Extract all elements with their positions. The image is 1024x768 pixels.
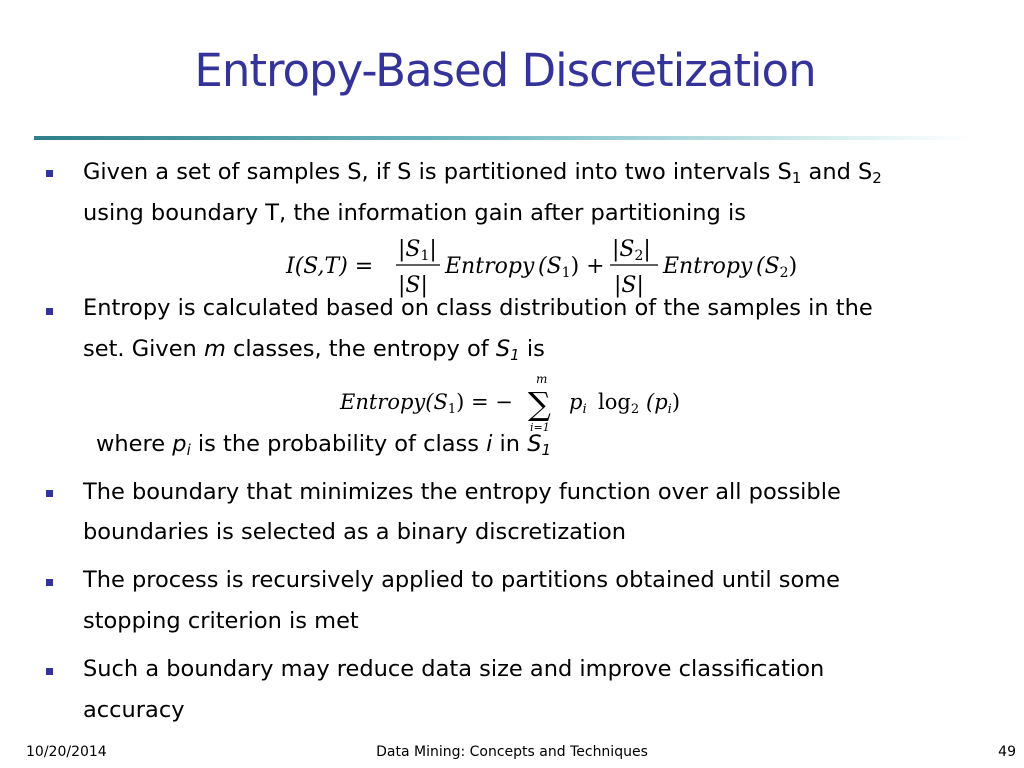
eq2-sum-lower: i=1 xyxy=(530,421,550,434)
bullet-1-line-2: using boundary T, the information gain after partitioning is xyxy=(83,200,746,226)
eq1-entropy-2: Entropy xyxy=(663,254,753,279)
bullet-marker-3 xyxy=(46,490,53,497)
where-text-a: where xyxy=(96,431,173,457)
where-i: i xyxy=(486,431,493,457)
where-s1: $S_1$ xyxy=(527,431,552,459)
bullet-1-line-1 xyxy=(83,152,882,193)
eq2-sigma: ∑ xyxy=(528,385,551,423)
eq2-sum-upper: m xyxy=(536,372,548,386)
bullet-marker-4 xyxy=(46,579,53,586)
eq1-arg2: (S2) xyxy=(756,254,798,281)
slide-title: Entropy-Based Discretization xyxy=(194,44,816,97)
bullet-1-text-b: and S xyxy=(801,159,873,185)
bullet-2-text-a: set. Given xyxy=(83,336,204,362)
bullet-3-line-2: boundaries is selected as a binary discretization xyxy=(83,519,627,545)
bullet-1-text-a: Given a set of samples S, if S is partitioned into two intervals S xyxy=(83,159,792,185)
bullet-2-text-b: classes, the entropy of xyxy=(225,336,496,362)
where-text-b: is the probability of class xyxy=(190,431,487,457)
where-pi: $p_i$ xyxy=(172,431,191,459)
eq1-den1: |S| xyxy=(398,273,428,298)
bullet-4-line-2: stopping criterion is met xyxy=(83,608,359,634)
bullet-2-m: m xyxy=(203,336,226,362)
footer-date: 10/20/2014 xyxy=(26,744,107,760)
eq2-lhs: Entropy(S1) = − xyxy=(340,390,513,417)
bullet-2-line-2 xyxy=(83,329,545,370)
bullet-2-line-1: Entropy is calculated based on class distribution of the samples in the xyxy=(83,295,873,321)
eq2-paren: (pi) xyxy=(646,390,681,417)
bullet-marker-1 xyxy=(46,170,53,177)
eq1-num2: |S2| xyxy=(612,237,651,264)
where-text-c: in xyxy=(492,431,528,457)
footer-title: Data Mining: Concepts and Techniques xyxy=(376,744,648,760)
bullet-3-line-1: The boundary that minimizes the entropy function over all possible xyxy=(83,479,841,505)
bullet-1-sub-1: 1 xyxy=(791,169,802,187)
bullet-5-line-1: Such a boundary may reduce data size and improve classification xyxy=(83,656,825,682)
bullet-marker-2 xyxy=(46,308,53,315)
eq1-arg1: (S1) + xyxy=(538,254,605,281)
footer-page-number: 49 xyxy=(998,744,1016,760)
bullet-2-s1: $S_1$ xyxy=(495,336,520,364)
where-line xyxy=(96,424,551,465)
eq1-entropy-1: Entropy xyxy=(445,254,535,279)
bullet-1-sub-2: 2 xyxy=(872,169,882,187)
bullet-5-line-2: accuracy xyxy=(83,697,185,723)
title-underline xyxy=(34,136,974,140)
eq1-num1: |S1| xyxy=(398,237,437,264)
bullet-marker-5 xyxy=(46,668,53,675)
eq1-lhs: I(S,T) = xyxy=(286,254,374,279)
eq1-den2: |S| xyxy=(614,273,644,298)
eq2-p: pi xyxy=(569,390,587,417)
bullet-4-line-1: The process is recursively applied to partitions obtained until some xyxy=(83,567,841,593)
eq2-log: log2 xyxy=(598,390,640,417)
bullet-2-text-c: is xyxy=(519,336,545,362)
